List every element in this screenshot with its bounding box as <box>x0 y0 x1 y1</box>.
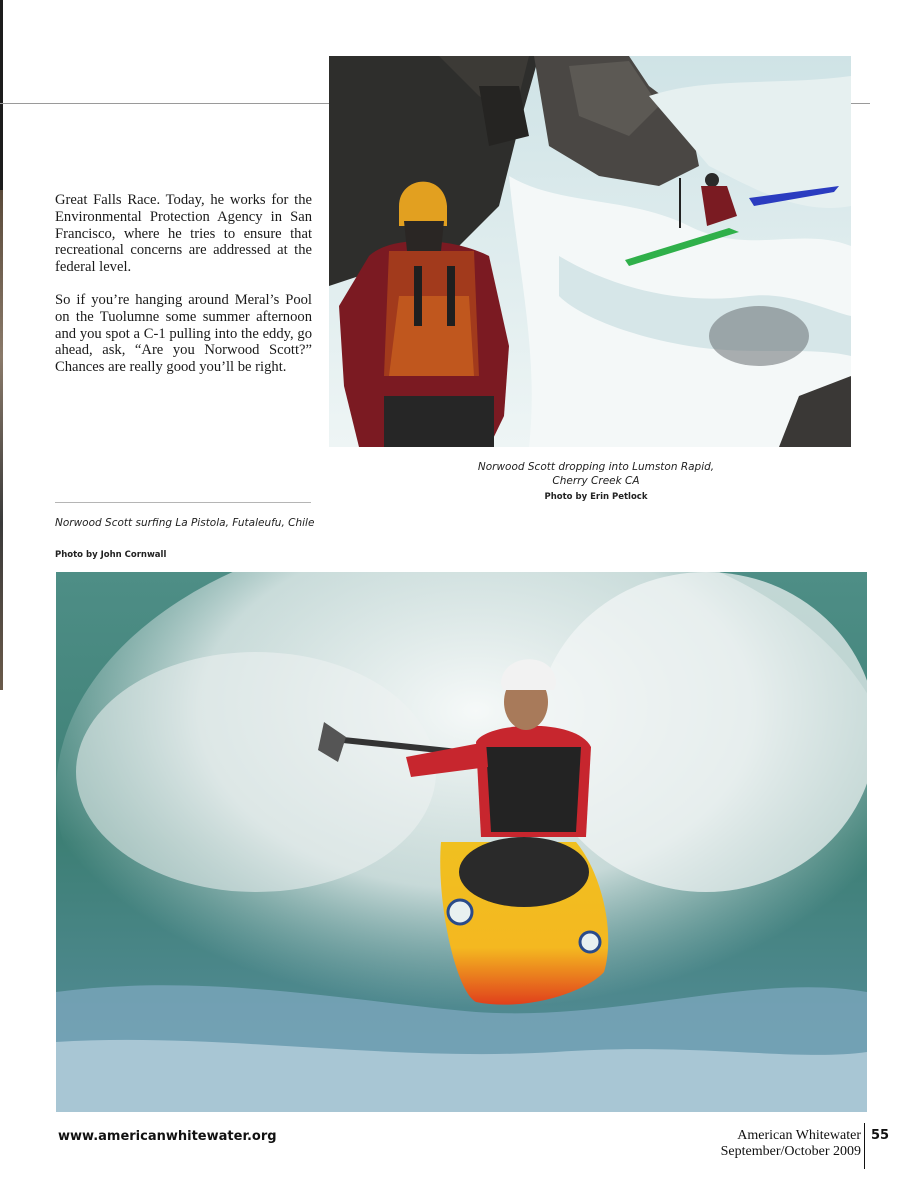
publication-name: American Whitewater <box>737 1128 861 1143</box>
caption-line: Cherry Creek CA <box>552 475 640 487</box>
photo-la-pistola <box>56 572 867 1112</box>
photo-lumston-rapid <box>329 56 851 447</box>
footer-divider <box>864 1123 865 1169</box>
photo-caption-top <box>440 460 752 488</box>
caption-rule <box>55 502 311 503</box>
issue-date: September/October 2009 <box>720 1144 861 1159</box>
article-body <box>55 192 312 392</box>
footer-publication <box>721 1128 861 1160</box>
article-paragraph: Great Falls Race. Today, he works for the Environmental Protection Agency in San Francisco, where he tries to ensure that recreational concerns are addressed at the federal level. <box>55 192 312 276</box>
article-paragraph: So if you’re hanging around Meral’s Pool on the Tuolumne some summer afternoon and you spot a C-1 pulling into the eddy, go ahead, ask, “Are you Norwood Scott?” Chances are really good you’ll be right. <box>55 291 312 376</box>
adjacent-page-photo-edge <box>0 190 3 690</box>
photo-credit-bottom: Photo by John Cornwall <box>55 550 167 560</box>
caption-line: Norwood Scott dropping into Lumston Rapid, <box>477 461 715 473</box>
page-number: 55 <box>871 1128 890 1143</box>
photo-caption-bottom: Norwood Scott surfing La Pistola, Futaleufu, Chile <box>55 517 315 529</box>
photo-credit-top: Photo by Erin Petlock <box>544 492 648 502</box>
footer-website-link[interactable]: www.americanwhitewater.org <box>58 1129 277 1144</box>
